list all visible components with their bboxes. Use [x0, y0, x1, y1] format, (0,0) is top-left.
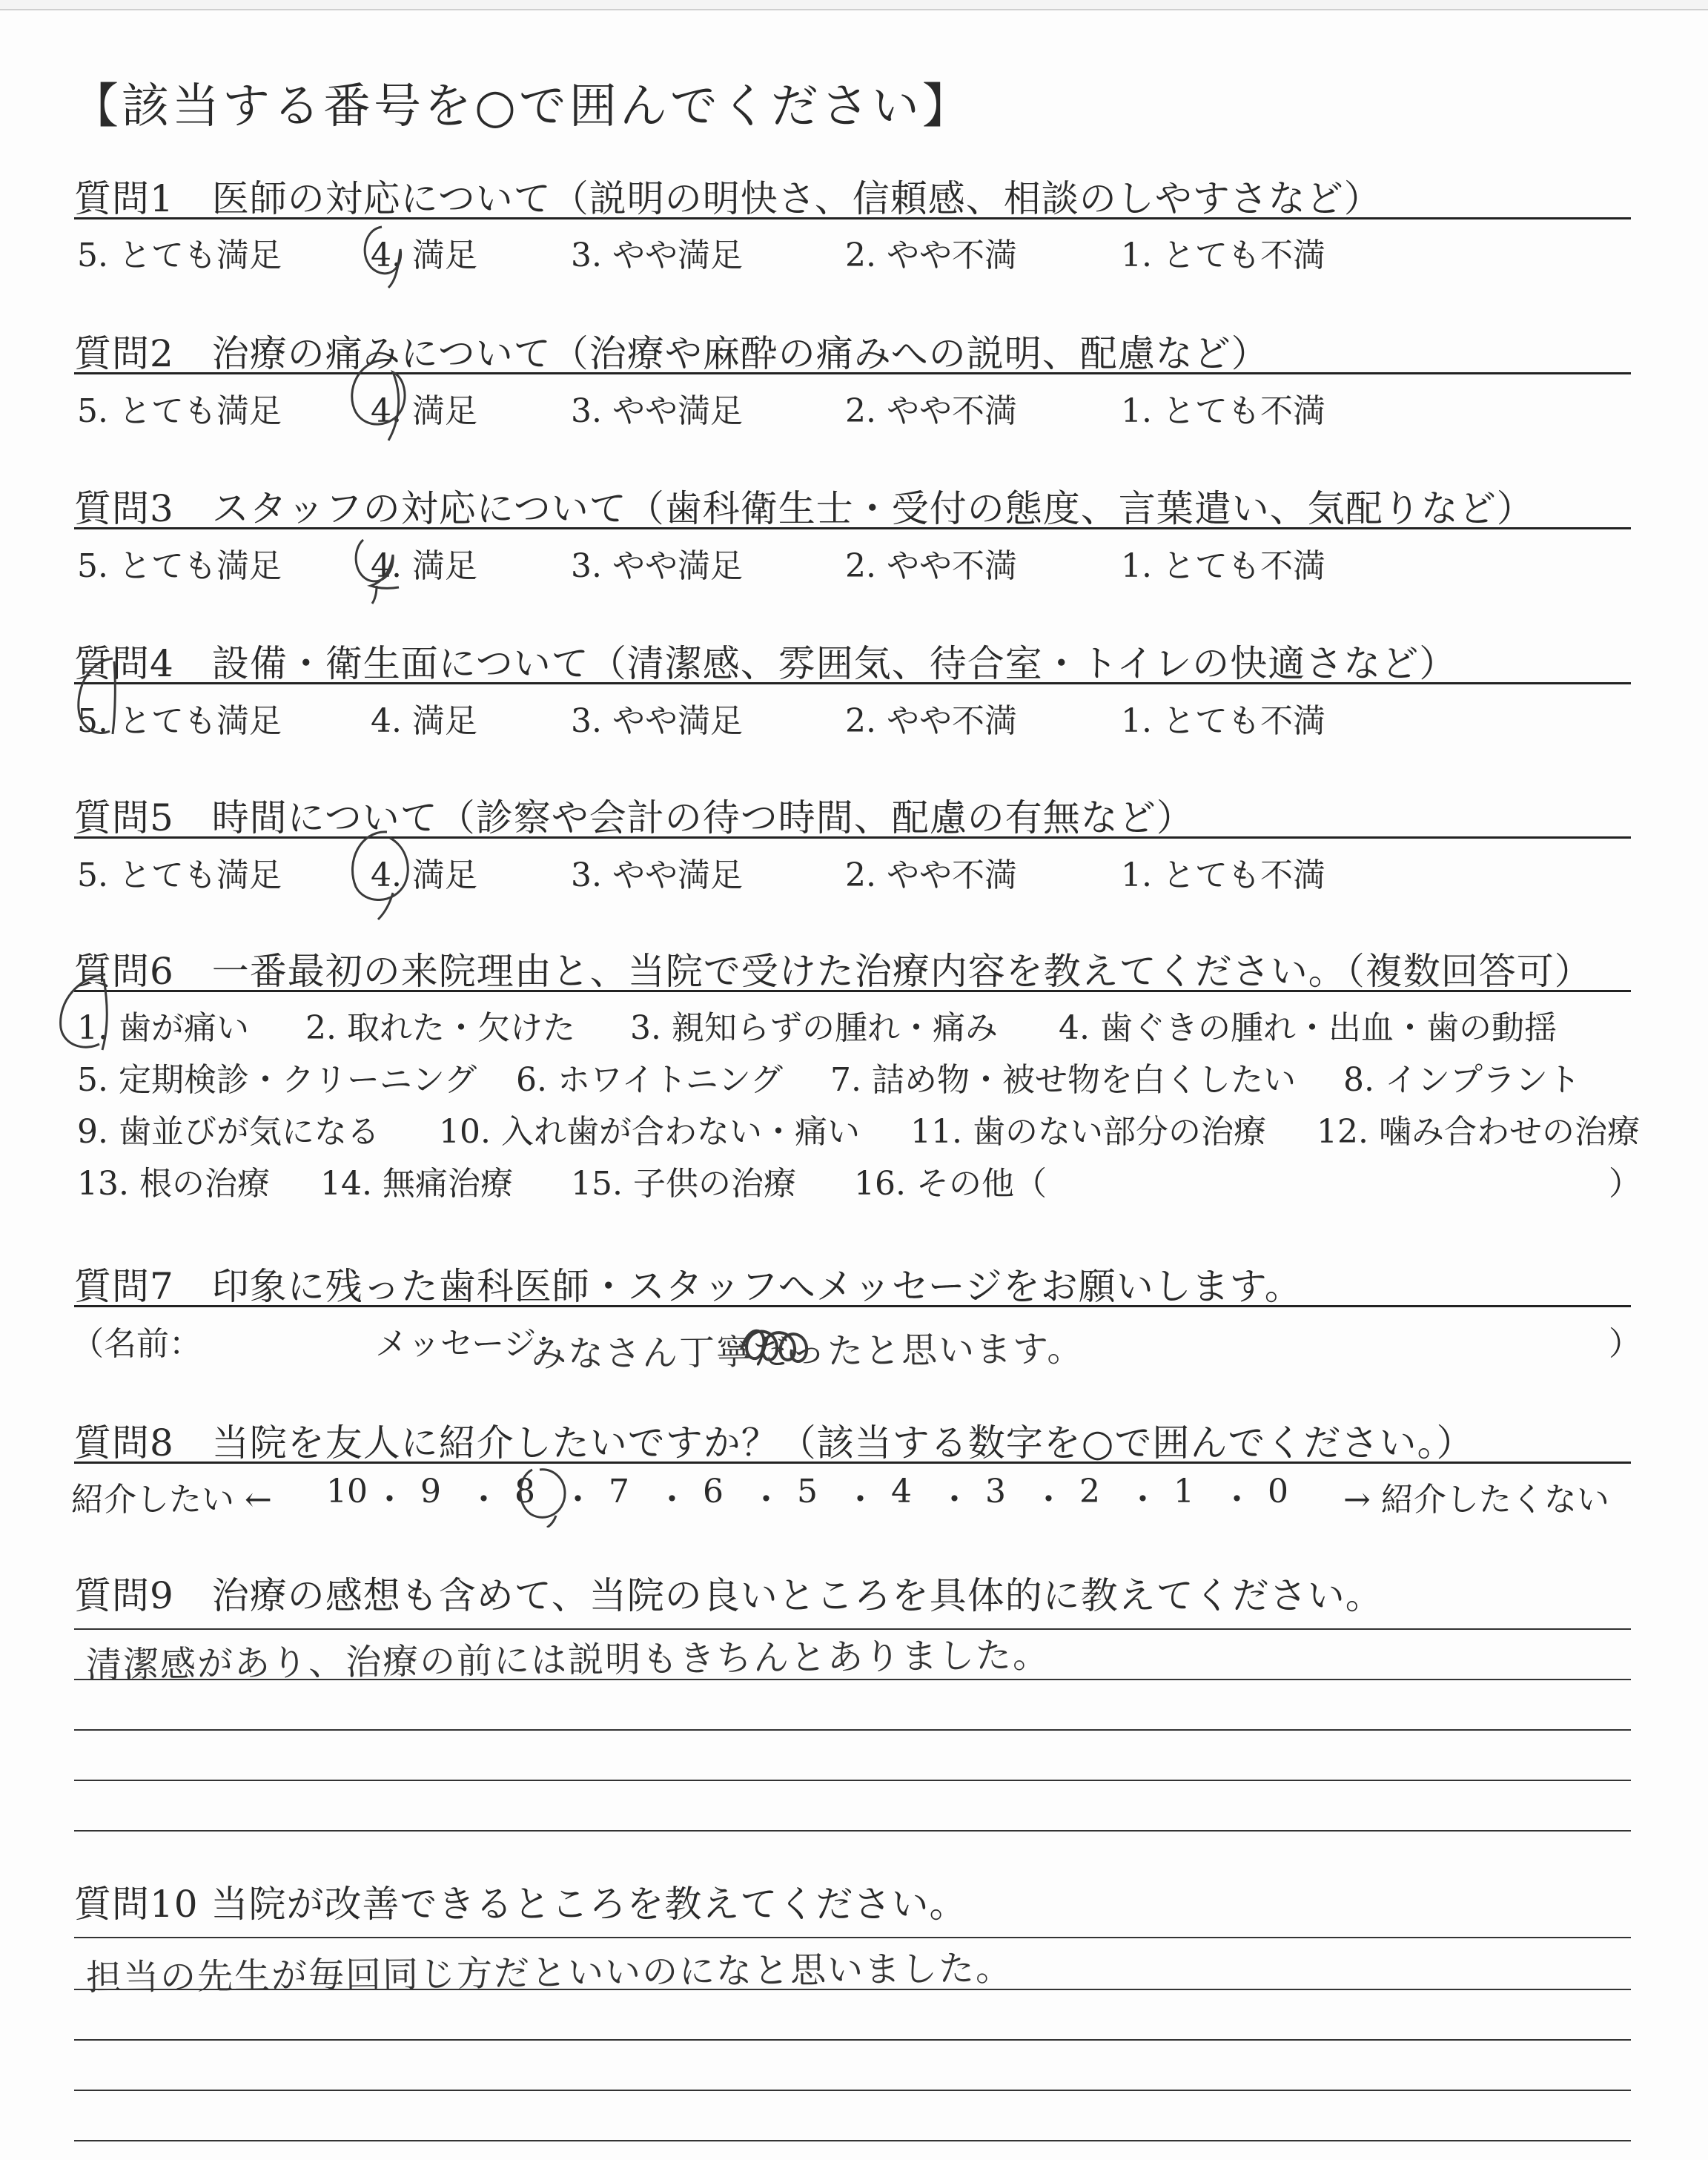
q3-option-4[interactable]: 4. 満足 [371, 547, 477, 585]
q6-rule [74, 990, 1631, 992]
q1-option-1[interactable]: 1. とても不満 [1121, 237, 1325, 274]
q8-scale-separator: ・ [1032, 1481, 1065, 1519]
q3-option-1[interactable]: 1. とても不満 [1121, 547, 1325, 585]
q6-title: 質問6 一番最初の来院理由と、当院で受けた治療内容を教えてください。（複数回答可） [74, 950, 1592, 993]
q6-option-12[interactable]: 12. 噛み合わせの治療 [1317, 1113, 1640, 1151]
q8-scale-separator: ・ [749, 1481, 783, 1519]
q8-right-label: → 紹介したくない [1343, 1481, 1609, 1519]
q1-rule [74, 217, 1631, 219]
q7-rule [74, 1305, 1631, 1307]
q9-line-5 [74, 1830, 1631, 1832]
q6-option-9[interactable]: 9. 歯並びが気になる [77, 1113, 380, 1151]
q8-scale-value-5[interactable]: 5 [797, 1473, 818, 1510]
q1-option-3[interactable]: 3. やや満足 [571, 237, 743, 274]
q3-option-2[interactable]: 2. やや不満 [845, 547, 1017, 585]
q8-left-label: 紹介したい ← [71, 1481, 272, 1519]
q3-option-5[interactable]: 5. とても満足 [77, 547, 282, 585]
q9-answer-handwritten[interactable]: 清潔感があり、治療の前には説明もきちんとありました。 [85, 1634, 1050, 1686]
q6-option-3[interactable]: 3. 親知らずの腫れ・痛み [630, 1009, 998, 1047]
q1-option-2[interactable]: 2. やや不満 [845, 237, 1017, 274]
q10-line-2 [74, 1989, 1631, 1990]
q8-scale-value-10[interactable]: 10 [326, 1473, 368, 1510]
q6-option-10[interactable]: 10. 入れ歯が合わない・痛い [439, 1113, 860, 1151]
q6-option-16[interactable]: 16. その他（ [854, 1165, 1047, 1203]
q5-title: 質問5 時間について（診察や会計の待つ時間、配慮の有無など） [74, 796, 1194, 839]
q1-option-5[interactable]: 5. とても満足 [77, 237, 282, 274]
q6-option-6[interactable]: 6. ホワイトニング [516, 1061, 784, 1099]
q2-title: 質問2 治療の痛みについて（治療や麻酔の痛みへの説明、配慮など） [74, 332, 1269, 375]
q7-title: 質問7 印象に残った歯科医師・スタッフへメッセージをお願いします。 [74, 1265, 1302, 1308]
q2-option-3[interactable]: 3. やや満足 [571, 392, 743, 430]
q6-option-13[interactable]: 13. 根の治療 [77, 1165, 270, 1203]
q10-answer-handwritten[interactable]: 担当の先生が毎回同じ方だといいのになと思いました。 [85, 1947, 1013, 1999]
q8-scale-separator: ・ [561, 1481, 595, 1519]
q2-option-2[interactable]: 2. やや不満 [845, 392, 1017, 430]
q8-scale-value-4[interactable]: 4 [891, 1473, 912, 1510]
q4-option-1[interactable]: 1. とても不満 [1121, 702, 1325, 740]
q3-title: 質問3 スタッフの対応について（歯科衛生士・受付の態度、言葉遣い、気配りなど） [74, 487, 1535, 530]
q7-message-handwritten[interactable]: みなさん丁寧だったと思います。 [530, 1328, 1085, 1375]
q8-scale-value-7[interactable]: 7 [609, 1473, 629, 1510]
q10-line-3 [74, 2039, 1631, 2041]
q6-option-7[interactable]: 7. 詰め物・被せ物を白くしたい [830, 1061, 1296, 1099]
q7-close-paren: ） [1609, 1325, 1641, 1363]
q10-line-4 [74, 2090, 1631, 2091]
q1-title: 質問1 医師の対応について（説明の明快さ、信頼感、相談のしやすさなど） [74, 177, 1382, 220]
q8-scale-value-8[interactable]: 8 [514, 1473, 535, 1510]
q8-scale-separator: ・ [467, 1481, 500, 1519]
q6-option-14[interactable]: 14. 無痛治療 [320, 1165, 513, 1203]
scan-edge [0, 0, 1708, 10]
q5-option-5[interactable]: 5. とても満足 [77, 856, 282, 894]
q8-scale-separator: ・ [1220, 1481, 1254, 1519]
q9-line-3 [74, 1729, 1631, 1731]
q8-rule [74, 1462, 1631, 1464]
q6-option-2[interactable]: 2. 取れた・欠けた [305, 1009, 575, 1047]
q6-option-15[interactable]: 15. 子供の治療 [571, 1165, 796, 1203]
q8-scale-value-9[interactable]: 9 [420, 1473, 441, 1510]
q3-rule [74, 527, 1631, 529]
q6-option-11[interactable]: 11. 歯のない部分の治療 [910, 1113, 1266, 1151]
page-heading: 【該当する番号を○で囲んでください】 [71, 79, 973, 134]
q6-option-1[interactable]: 1. 歯が痛い [77, 1009, 249, 1047]
q10-title: 質問10 当院が改善できるところを教えてください。 [74, 1883, 967, 1926]
q8-scale-value-1[interactable]: 1 [1174, 1473, 1194, 1510]
q8-scale-value-3[interactable]: 3 [985, 1473, 1006, 1510]
q6-option-4[interactable]: 4. 歯ぐきの腫れ・出血・歯の動揺 [1059, 1009, 1557, 1047]
q2-option-5[interactable]: 5. とても満足 [77, 392, 282, 430]
q5-rule [74, 836, 1631, 839]
q4-option-5[interactable]: 5. とても満足 [77, 702, 282, 740]
q8-scale-value-0[interactable]: 0 [1268, 1473, 1288, 1510]
q10-line-1 [74, 1937, 1631, 1938]
q9-line-4 [74, 1780, 1631, 1781]
q8-scale-separator: ・ [1126, 1481, 1159, 1519]
q8-scale-separator: ・ [655, 1481, 689, 1519]
q9-title: 質問9 治療の感想も含めて、当院の良いところを具体的に教えてください。 [74, 1574, 1383, 1617]
q7-crossed-out-scribble [734, 1320, 815, 1372]
q8-scale-separator: ・ [844, 1481, 877, 1519]
q5-option-1[interactable]: 1. とても不満 [1121, 856, 1325, 894]
q2-option-1[interactable]: 1. とても不満 [1121, 392, 1325, 430]
q9-line-2 [74, 1679, 1631, 1680]
q10-line-5 [74, 2140, 1631, 2141]
q8-scale-value-6[interactable]: 6 [703, 1473, 724, 1510]
q4-title: 質問4 設備・衛生面について（清潔感、雰囲気、待合室・トイレの快適さなど） [74, 642, 1457, 685]
q1-option-4[interactable]: 4. 満足 [371, 237, 477, 274]
q5-option-3[interactable]: 3. やや満足 [571, 856, 743, 894]
q6-option-8[interactable]: 8. インプラント [1343, 1061, 1580, 1099]
q4-option-3[interactable]: 3. やや満足 [571, 702, 743, 740]
q3-option-3[interactable]: 3. やや満足 [571, 547, 743, 585]
q7-message-label: メッセージ： [375, 1325, 569, 1363]
q5-option-2[interactable]: 2. やや不満 [845, 856, 1017, 894]
q8-scale-separator: ・ [938, 1481, 971, 1519]
q8-scale-value-2[interactable]: 2 [1079, 1473, 1100, 1510]
q6-option-5[interactable]: 5. 定期検診・クリーニング [77, 1061, 477, 1099]
q4-option-2[interactable]: 2. やや不満 [845, 702, 1017, 740]
q6-other-close-paren: ） [1609, 1165, 1641, 1203]
q2-option-4[interactable]: 4. 満足 [371, 392, 477, 430]
q8-title: 質問8 当院を友人に紹介したいですか？（該当する数字を○で囲んでください。） [74, 1421, 1474, 1464]
q4-option-4[interactable]: 4. 満足 [371, 702, 477, 740]
q8-scale-separator: ・ [373, 1481, 406, 1519]
q7-name-label: （名前： [71, 1325, 202, 1363]
q4-rule [74, 682, 1631, 684]
q5-option-4[interactable]: 4. 満足 [371, 856, 477, 894]
q2-rule [74, 372, 1631, 374]
